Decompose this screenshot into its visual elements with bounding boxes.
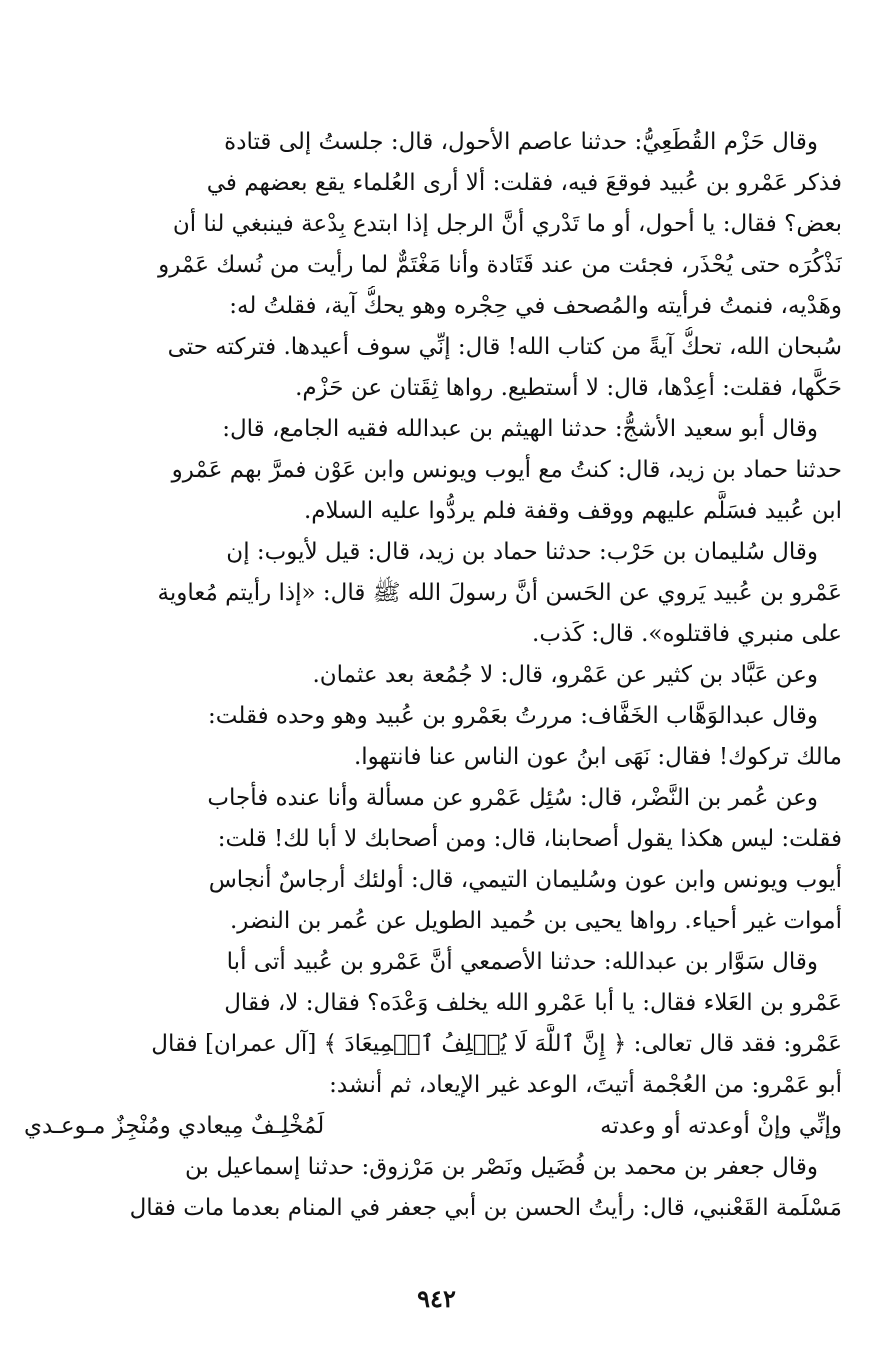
text-line: وهَدْيه، فنمتُ فرأيته والمُصحف في حِجْره وهو يحكُّ آية، فقلتُ له: <box>229 293 842 319</box>
page-body-text <box>24 122 842 1229</box>
text-line: فذكر عَمْرو بن عُبيد فوقعَ فيه، فقلت: ألا أرى العُلماء يقع بعضهم في <box>206 170 842 196</box>
text-line: أيوب ويونس وابن عون وسُليمان التيمي، قال: أولئك أرجاسٌ أنجاس <box>208 867 842 893</box>
text-line: أموات غير أحياء. رواها يحيى بن حُميد الطويل عن عُمر بن النضر. <box>229 908 842 934</box>
text-line: حَكَّها، فقلت: أعِدْها، قال: لا أستطيع. رواها ثِقَتان عن حَزْم. <box>295 375 842 401</box>
poetry-verse <box>24 1106 842 1147</box>
text-line: نَذْكُرَه حتى يُحْذَر، فجئت من عند قَتَادة وأنا مَغْتَمٌّ لما رأيت من نُسك عَمْرو <box>158 252 842 278</box>
text-line: سُبحان الله، تحكُّ آيةً من كتاب الله! قال: إنِّي سوف أعيدها. فتركته حتى <box>167 334 842 360</box>
text-line: أبو عَمْرو: من العُجْمة أتيتَ، الوعد غير الإيعاد، ثم أنشد: <box>329 1072 842 1098</box>
verse-first-hemistich: وإنِّي وإنْ أوعدته أو وعدته <box>600 1113 842 1139</box>
page-number: ٩٤٢ <box>417 1284 456 1313</box>
text-line: ابن عُبيد فسَلَّم عليهم ووقف وقفة فلم يردُّوا عليه السلام. <box>303 498 842 524</box>
text-line: على منبري فاقتلوه». قال: كَذب. <box>532 621 842 647</box>
text-line: وقال سَوَّار بن عبدالله: حدثنا الأصمعي أنَّ عَمْرو بن عُبيد أتى أبا <box>226 949 818 975</box>
text-line: عَمْرو بن العَلاء فقال: يا أبا عَمْرو الله يخلف وَعْدَه؟ فقال: لا، فقال <box>224 990 842 1016</box>
text-line: عَمْرو بن عُبيد يَروي عن الحَسن أنَّ رسولَ الله ﷺ قال: «إذا رأيتم مُعاوية <box>157 580 842 606</box>
text-line: فقلت: ليس هكذا يقول أصحابنا، قال: ومن أصحابك لا أبا لك! قلت: <box>217 826 842 852</box>
text-line: عَمْرو: فقد قال تعالى: ﴿ إِنَّ ٱللَّهَ لَا يُخۡلِفُ ٱلۡمِيعَادَ ﴾ [آل عمران] فقال <box>151 1031 842 1057</box>
text-line: وقال عبدالوَهَّاب الخَفَّاف: مررتُ بعَمْرو بن عُبيد وهو وحده فقلت: <box>208 703 818 729</box>
text-line: وقال سُليمان بن حَرْب: حدثنا حماد بن زيد، قال: قيل لأيوب: إن <box>226 539 818 565</box>
text-line: وقال جعفر بن محمد بن فُضَيل ونَصْر بن مَرْزوق: حدثنا إسماعيل بن <box>184 1154 818 1180</box>
text-line: مَسْلَمة القَعْنبي، قال: رأيتُ الحسن بن أبي جعفر في المنام بعدما مات فقال <box>129 1195 842 1221</box>
text-line: حدثنا حماد بن زيد، قال: كنتُ مع أيوب ويونس وابن عَوْن فمرَّ بهم عَمْرو <box>171 457 842 483</box>
text-line: وقال أبو سعيد الأشجُّ: حدثنا الهيثم بن عبدالله فقيه الجامع، قال: <box>222 416 818 442</box>
text-line: وعن عَبَّاد بن كثير عن عَمْرو، قال: لا جُمُعة بعد عثمان. <box>312 662 818 688</box>
verse-second-hemistich: لَمُخْلِـفٌ مِيعادي ومُنْجِزٌ مـوعـدي <box>24 1113 325 1139</box>
text-line: مالك تركوك! فقال: نَهَى ابنُ عون الناس عنا فانتهوا. <box>353 744 842 770</box>
text-line: وقال حَزْم القُطَعِيُّ: حدثنا عاصم الأحول، قال: جلستُ إلى قتادة <box>224 129 818 155</box>
text-line: وعن عُمر بن النَّضْر، قال: سُئِل عَمْرو عن مسألة وأنا عنده فأجاب <box>207 785 818 811</box>
text-line: بعض؟ فقال: يا أحول، أو ما تَدْري أنَّ الرجل إذا ابتدع بِدْعة فينبغي لنا أن <box>172 211 842 237</box>
